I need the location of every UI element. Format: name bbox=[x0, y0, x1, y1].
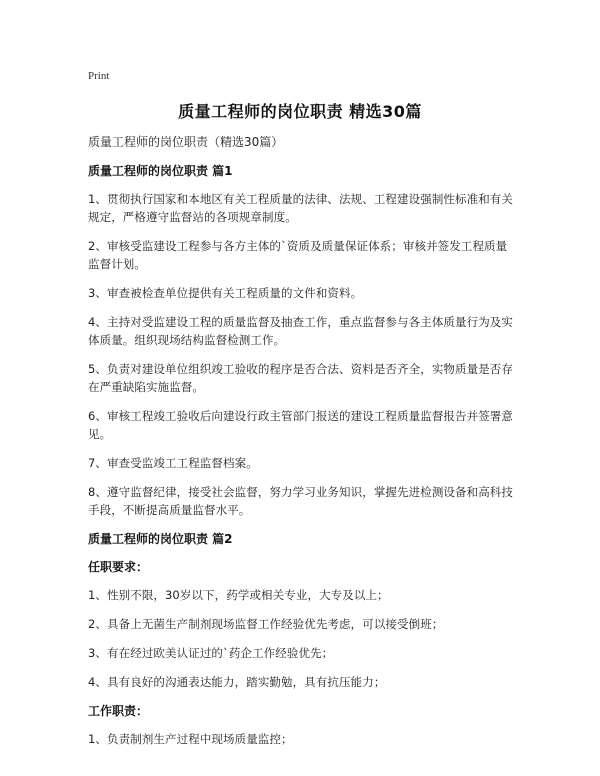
section-heading-2: 质量工程师的岗位职责 篇2 bbox=[88, 532, 233, 546]
section-heading-1: 质量工程师的岗位职责 篇1 bbox=[88, 164, 233, 178]
document-subtitle: 质量工程师的岗位职责（精选30篇） bbox=[88, 135, 284, 149]
list-item: 3、有在经过欧美认证过的`药企工作经验优先； bbox=[88, 646, 334, 660]
list-item: 1、性别不限，30岁以下，药学或相关专业，大专及以上； bbox=[88, 588, 389, 602]
requirements-heading: 任职要求： bbox=[88, 560, 149, 574]
list-item: 1、贯彻执行国家和本地区有关工程质量的法律、法规、工程建设强制性标准和有关规定，严格遵守监督站的各项规章制度。 bbox=[88, 192, 514, 224]
print-label: Print bbox=[88, 70, 110, 82]
duties-heading: 工作职责： bbox=[88, 704, 149, 718]
list-item: 8、遵守监督纪律，接受社会监督，努力学习业务知识，掌握先进检测设备和高科技手段，不断提高质量监督水平。 bbox=[88, 485, 514, 517]
list-item: 5、负责对建设单位组织竣工验收的程序是否合法、资料是否齐全，实物质量是否存在严重缺陷实施监督。 bbox=[88, 362, 514, 394]
document-body bbox=[88, 133, 518, 759]
list-item: 3、审查被检查单位提供有关工程质量的文件和资料。 bbox=[88, 286, 363, 300]
list-item: 1、负责制剂生产过程中现场质量监控； bbox=[88, 732, 293, 746]
list-item: 4、具有良好的沟通表达能力，踏实勤勉，具有抗压能力； bbox=[88, 675, 386, 689]
list-item: 7、审查受监竣工工程监督档案。 bbox=[88, 456, 258, 470]
list-item: 4、主持对受监建设工程的质量监督及抽查工作，重点监督参与各主体质量行为及实体质量。组织现场结构监督检测工作。 bbox=[88, 315, 514, 347]
page-title: 质量工程师的岗位职责 精选30篇 bbox=[178, 102, 422, 121]
list-item: 2、审核受监建设工程参与各方主体的`资质及质量保证体系；审核并签发工程质量监督计划。 bbox=[88, 239, 508, 271]
list-item: 2、具备上无菌生产制剂现场监督工作经验优先考虑，可以接受倒班； bbox=[88, 617, 444, 631]
list-item: 6、审核工程竣工验收后向建设行政主管部门报送的建设工程质量监督报告并签署意见。 bbox=[88, 409, 514, 441]
